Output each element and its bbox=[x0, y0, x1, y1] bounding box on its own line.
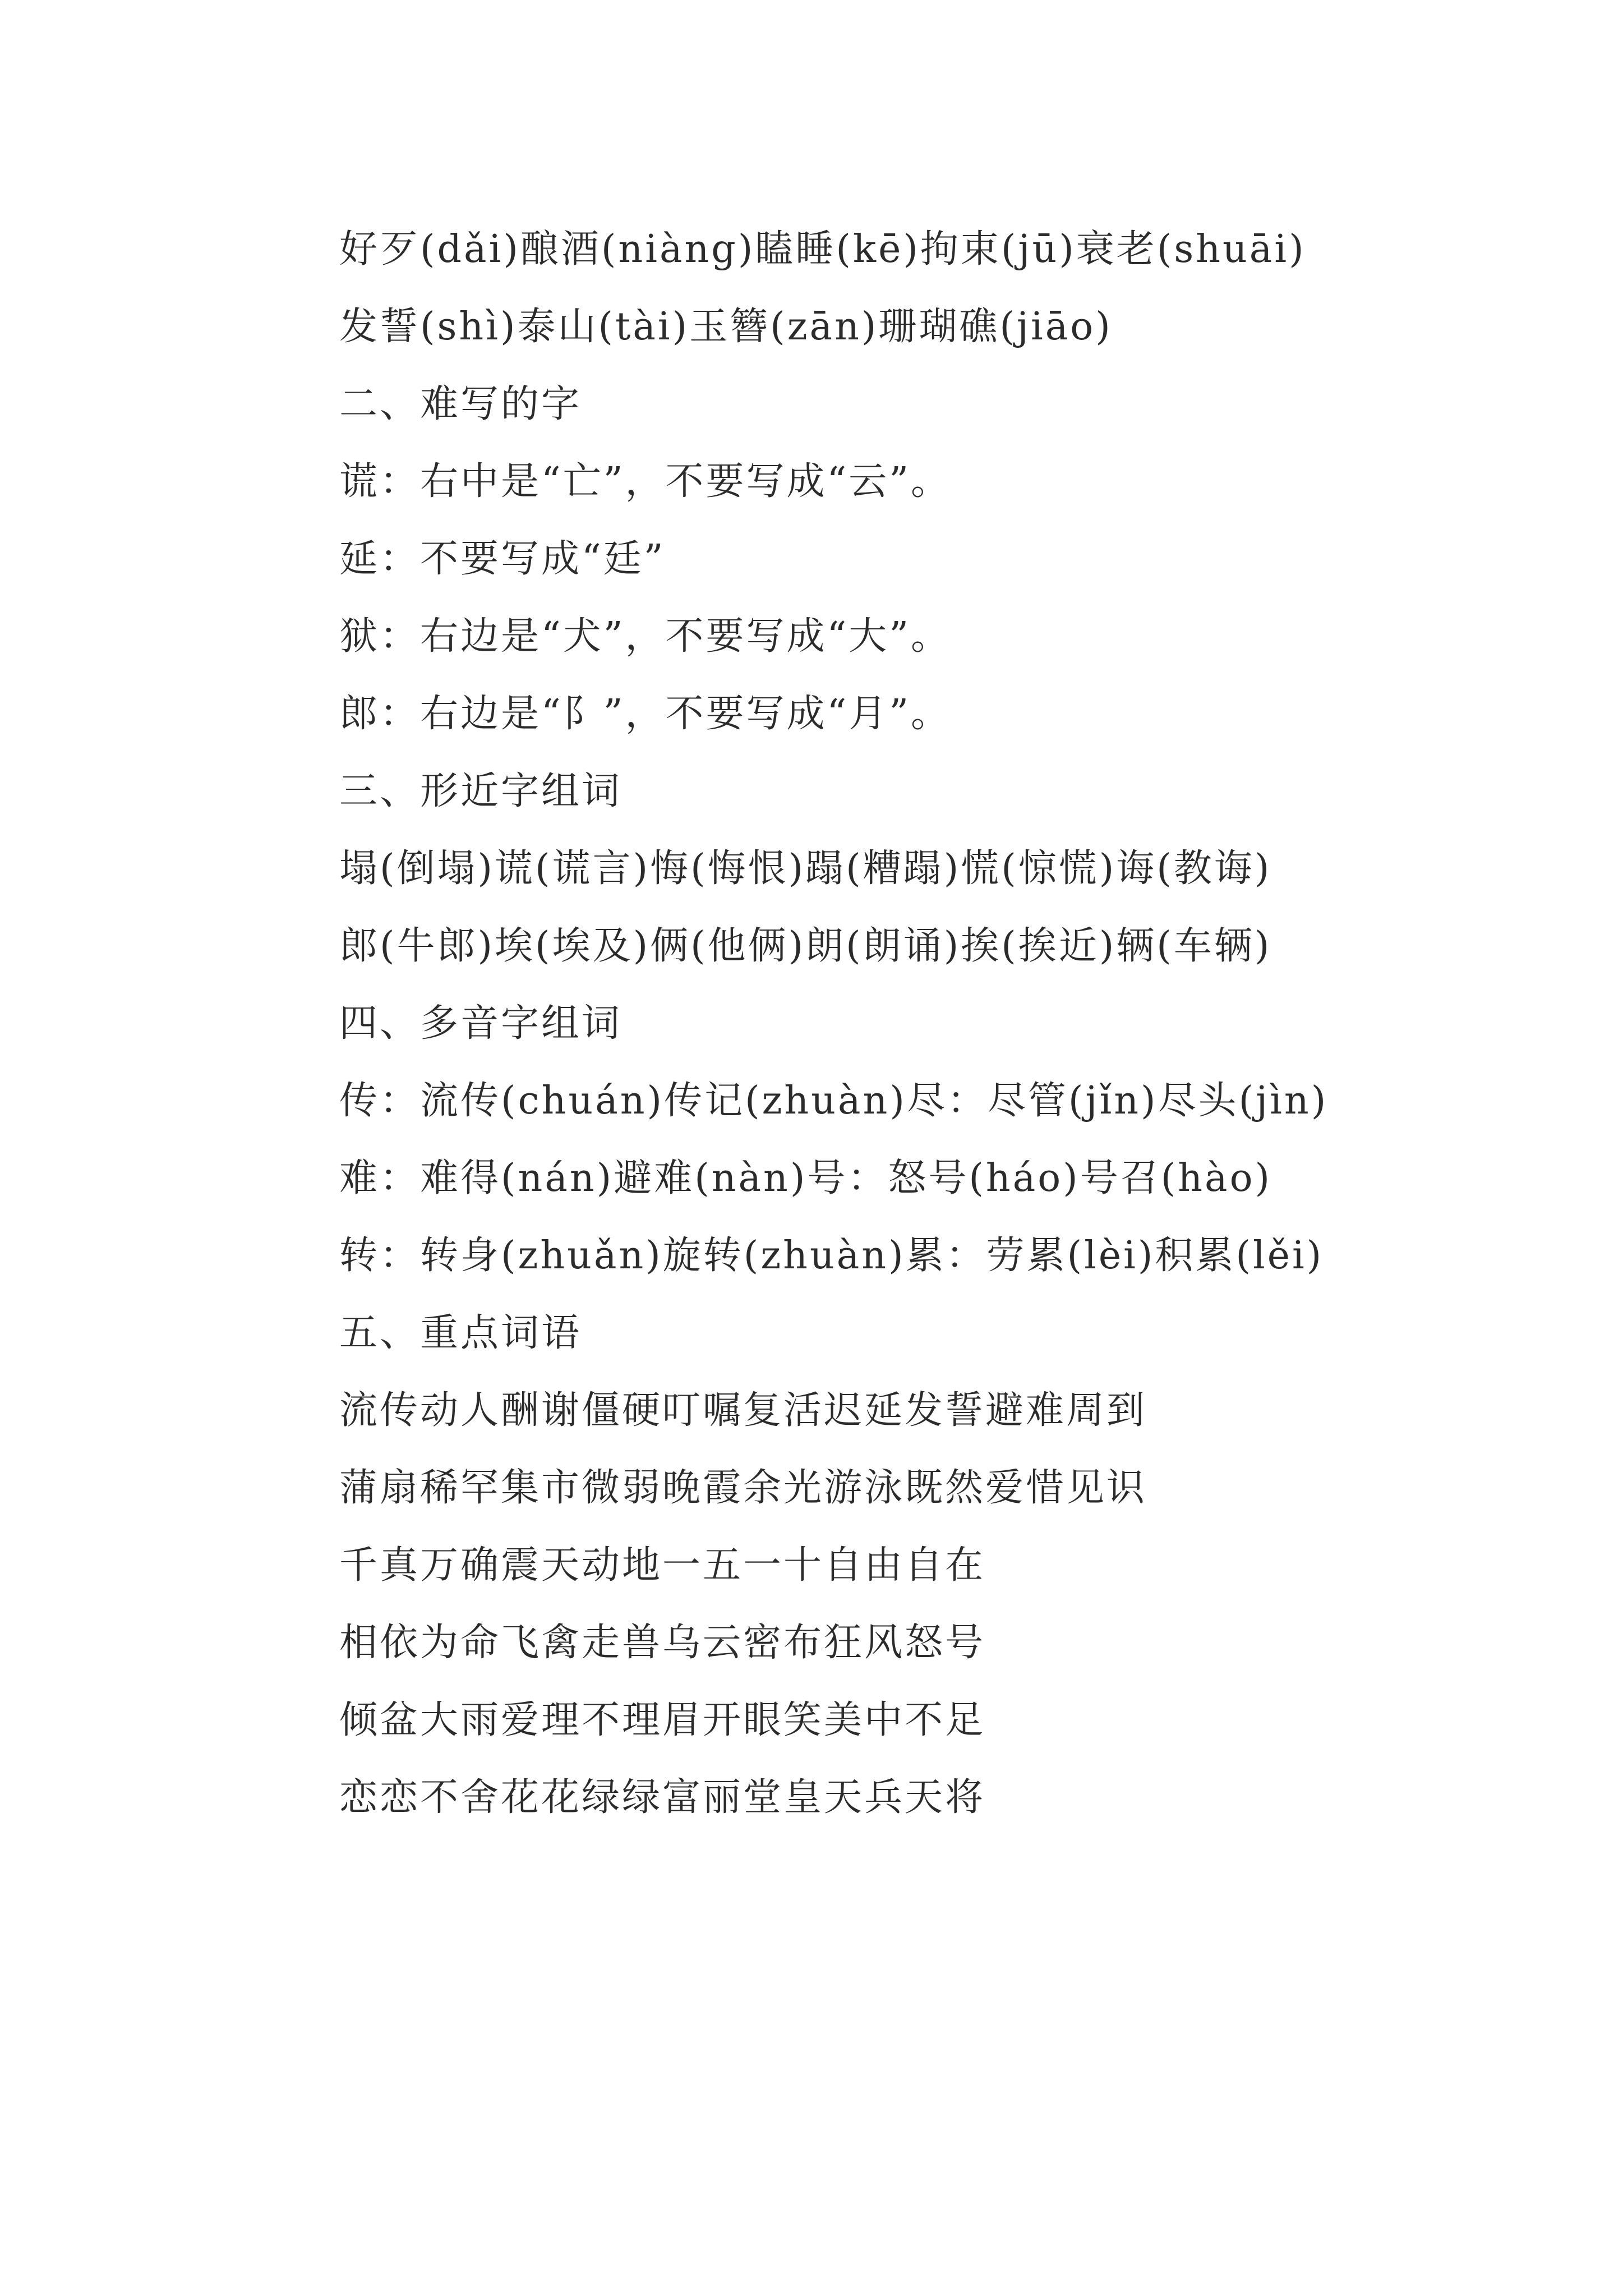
difficult-char-lang: 郎：右边是“阝”，不要写成“月”。 bbox=[339, 692, 952, 736]
difficult-char-yan: 延：不要写成“廷” bbox=[339, 537, 666, 581]
key-words-row-2: 蒲扇稀罕集市微弱晚霞余光游泳既然爱惜见识 bbox=[339, 1466, 1147, 1510]
pinyin-line-2: 发誓(shì)泰山(tài)玉簪(zān)珊瑚礁(jiāo) bbox=[339, 305, 1113, 349]
similar-chars-row-2: 郎(牛郎)埃(埃及)俩(他俩)朗(朗诵)挨(挨近)辆(车辆) bbox=[339, 924, 1272, 968]
section-heading-difficult-chars: 二、难写的字 bbox=[339, 382, 582, 426]
difficult-char-huang: 谎：右中是“亡”，不要写成“云”。 bbox=[339, 459, 952, 504]
polyphone-row-1: 传：流传(chuán)传记(zhuàn)尽：尽管(jǐn)尽头(jìn) bbox=[339, 1079, 1329, 1123]
polyphone-row-2: 难：难得(nán)避难(nàn)号：怒号(háo)号召(hào) bbox=[339, 1156, 1272, 1200]
polyphone-row-3: 转：转身(zhuǎn)旋转(zhuàn)累：劳累(lèi)积累(lěi) bbox=[339, 1234, 1324, 1278]
key-words-row-5: 倾盆大雨爱理不理眉开眼笑美中不足 bbox=[339, 1698, 986, 1742]
difficult-char-yu: 狱：右边是“犬”，不要写成“大”。 bbox=[339, 614, 952, 659]
section-heading-similar-chars: 三、形近字组词 bbox=[339, 769, 623, 813]
key-words-row-6: 恋恋不舍花花绿绿富丽堂皇天兵天将 bbox=[339, 1775, 986, 1820]
document-body bbox=[250, 211, 1394, 1837]
key-words-row-1: 流传动人酬谢僵硬叮嘱复活迟延发誓避难周到 bbox=[339, 1388, 1147, 1433]
section-heading-key-words: 五、重点词语 bbox=[339, 1311, 582, 1355]
section-heading-polyphones: 四、多音字组词 bbox=[339, 1001, 623, 1046]
similar-chars-row-1: 塌(倒塌)谎(谎言)悔(悔恨)蹋(糟蹋)慌(惊慌)诲(教诲) bbox=[339, 846, 1272, 891]
pinyin-line-1: 好歹(dǎi)酿酒(niàng)瞌睡(kē)拘束(jū)衰老(shuāi) bbox=[339, 227, 1306, 272]
key-words-row-4: 相依为命飞禽走兽乌云密布狂风怒号 bbox=[339, 1621, 986, 1665]
key-words-row-3: 千真万确震天动地一五一十自由自在 bbox=[339, 1543, 986, 1588]
